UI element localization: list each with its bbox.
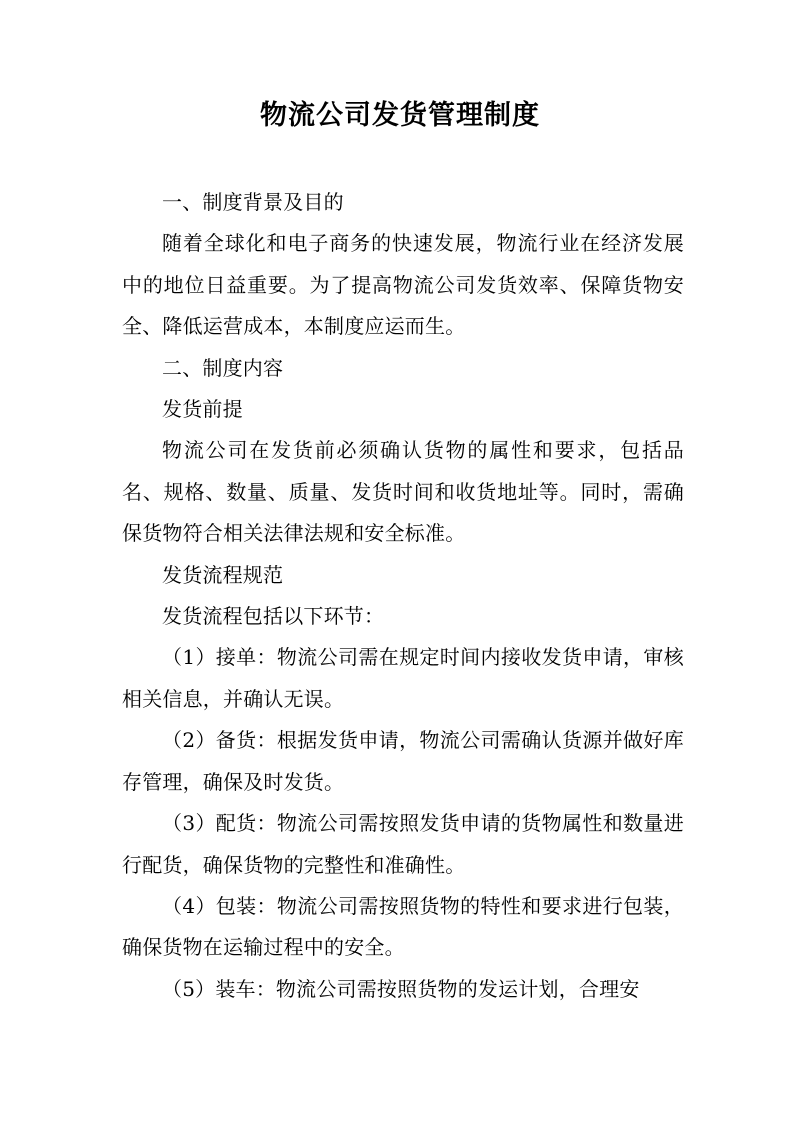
list-item-distribution: （3）配货：物流公司需按照发货申请的货物属性和数量进行配货，确保货物的完整性和准确性。 [122,811,684,877]
paragraph-shipping-prerequisite: 物流公司在发货前必须确认货物的属性和要求，包括品名、规格、数量、质量、发货时间和收货地址等。同时，需确保货物符合相关法律法规和安全标准。 [122,438,684,546]
list-item-loading: （5）装车：物流公司需按照货物的发运计划，合理安 [162,976,640,1001]
subheading-shipping-prerequisite: 发货前提 [162,397,243,422]
paragraph-process-intro: 发货流程包括以下环节： [162,604,385,629]
subheading-shipping-process: 发货流程规范 [162,562,284,587]
section-heading-content: 二、制度内容 [162,355,284,380]
paragraph-background: 随着全球化和电子商务的快速发展，物流行业在经济发展中的地位日益重要。为了提高物流公司发货效率、保障货物安全、降低运营成本，本制度应运而生。 [122,231,684,339]
list-item-order-receipt: （1）接单：物流公司需在规定时间内接收发货申请，审核相关信息，并确认无误。 [122,645,684,711]
document-title: 物流公司发货管理制度 [260,100,540,131]
document-body [122,182,684,1010]
list-item-packaging: （4）包装：物流公司需按照货物的特性和要求进行包装，确保货物在运输过程中的安全。 [122,893,684,960]
section-heading-background: 一、制度背景及目的 [162,190,344,214]
list-item-stock-prep: （2）备货：根据发货申请，物流公司需确认货源并做好库存管理，确保及时发货。 [122,728,684,794]
